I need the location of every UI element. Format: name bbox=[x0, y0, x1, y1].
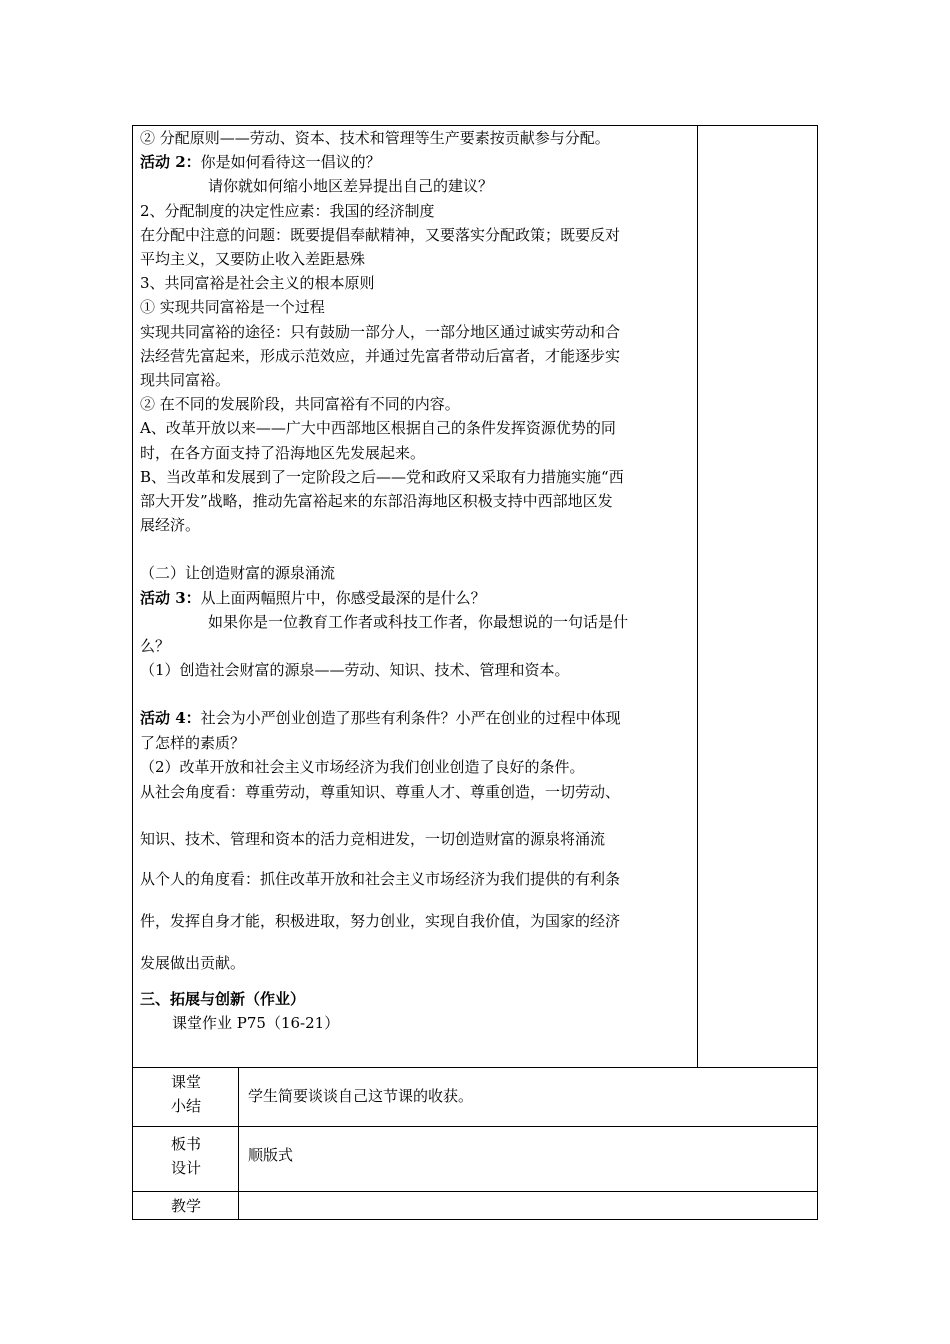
text-line: （2）改革开放和社会主义市场经济为我们创业创造了良好的条件。 bbox=[140, 757, 585, 776]
summary-label: 课堂 小结 bbox=[170, 1073, 201, 1115]
section-heading: 三、拓展与创新（作业） bbox=[140, 990, 306, 1009]
teaching-label: 教学 bbox=[170, 1197, 201, 1215]
text-line: 如果你是一位教育工作者或科技工作者，你最想说的一句话是什 bbox=[208, 612, 629, 631]
board-design-text: 顺版式 bbox=[248, 1146, 294, 1164]
activity-label: 活动 4： bbox=[140, 709, 201, 728]
text-line: 法经营先富起来，形成示范效应，并通过先富者带动后富者，才能逐步实 bbox=[140, 346, 621, 365]
text-line: 在分配中注意的问题：既要提倡奉献精神，又要落实分配政策；既要反对 bbox=[140, 225, 621, 244]
text-line: 活动 3：从上面两幅照片中，你感受最深的是什么？ bbox=[140, 588, 486, 607]
right-column-divider bbox=[697, 125, 698, 1067]
activity-label: 活动 3： bbox=[140, 588, 201, 607]
text-line: 3、共同富裕是社会主义的根本原则 bbox=[140, 274, 375, 293]
board-design-label: 板书 设计 bbox=[170, 1135, 201, 1177]
row-divider-board bbox=[132, 1126, 818, 1127]
text-line: 课堂作业 P75（16-21） bbox=[172, 1014, 340, 1033]
text-line: ② 分配原则——劳动、资本、技术和管理等生产要素按贡献参与分配。 bbox=[140, 129, 610, 147]
text-line: 平均主义，又要防止收入差距悬殊 bbox=[140, 250, 366, 269]
text-line: 现共同富裕。 bbox=[140, 371, 231, 390]
text-line: 发展做出贡献。 bbox=[140, 954, 246, 973]
text-line: 活动 4：社会为小严创业创造了那些有利条件？小严在创业的过程中体现 bbox=[140, 709, 621, 728]
text-line: 从社会角度看：尊重劳动，尊重知识、尊重人才、尊重创造，一切劳动、 bbox=[140, 783, 621, 802]
text-line: 展经济。 bbox=[140, 516, 201, 535]
activity-label: 活动 2： bbox=[140, 153, 201, 172]
text-line: 知识、技术、管理和资本的活力竞相进发，一切创造财富的源泉将涌流 bbox=[140, 830, 606, 849]
row-divider-summary bbox=[132, 1067, 818, 1068]
text-line: 时，在各方面支持了沿海地区先发展起来。 bbox=[140, 443, 426, 462]
row-divider-teaching bbox=[132, 1191, 818, 1192]
text-line: 2、分配制度的决定性应素：我国的经济制度 bbox=[140, 201, 435, 220]
text-line: 从个人的角度看：抓住改革开放和社会主义市场经济为我们提供的有利条 bbox=[140, 870, 621, 889]
text-line: 么？ bbox=[140, 637, 171, 656]
text-line: B、当改革和发展到了一定阶段之后——党和政府又采取有力措施实施“西 bbox=[140, 467, 624, 486]
text-line: 部大开发”战略，推动先富裕起来的东部沿海地区积极支持中西部地区发 bbox=[140, 492, 613, 511]
text-line: ② 在不同的发展阶段，共同富裕有不同的内容。 bbox=[140, 395, 460, 414]
text-line: 件，发挥自身才能，积极进取，努力创业，实现自我价值，为国家的经济 bbox=[140, 912, 621, 931]
summary-text: 学生简要谈谈自己这节课的收获。 bbox=[248, 1087, 474, 1105]
text-line: 实现共同富裕的途径：只有鼓励一部分人，一部分地区通过诚实劳动和合 bbox=[140, 322, 621, 341]
text-line: 活动 2：你是如何看待这一倡议的？ bbox=[140, 153, 381, 172]
section-heading: （二）让创造财富的源泉涌流 bbox=[140, 564, 336, 583]
text-line: 请你就如何缩小地区差异提出自己的建议？ bbox=[208, 177, 494, 196]
text-line: （1）创造社会财富的源泉——劳动、知识、技术、管理和资本。 bbox=[140, 661, 570, 680]
text-line: 了怎样的素质？ bbox=[140, 733, 246, 752]
main-content-cell bbox=[140, 126, 692, 1035]
text-line: ① 实现共同富裕是一个过程 bbox=[140, 298, 325, 317]
text-line: A、改革开放以来——广大中西部地区根据自己的条件发挥资源优势的同 bbox=[140, 419, 616, 438]
